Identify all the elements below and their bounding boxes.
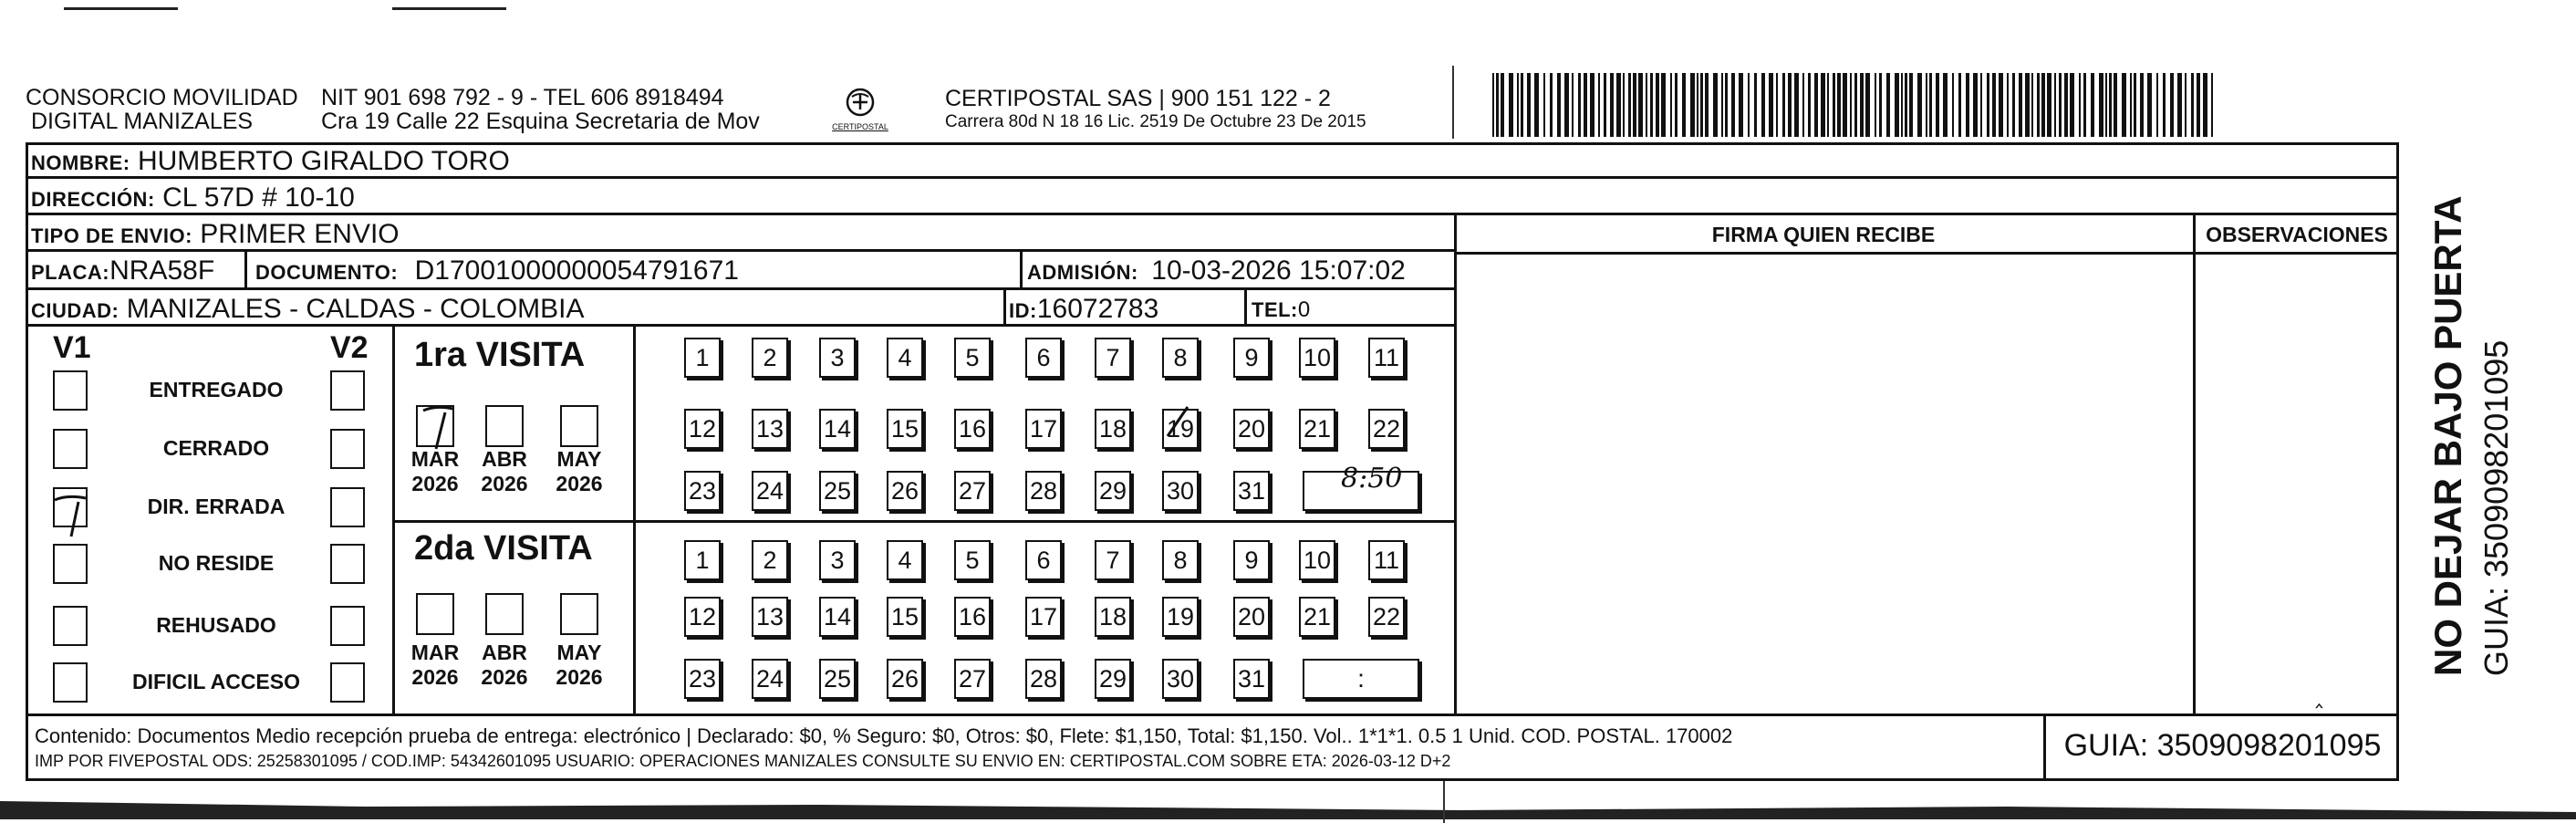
barcode-bar bbox=[1926, 73, 1927, 137]
day-box[interactable]: 2 bbox=[752, 540, 788, 580]
barcode-bar bbox=[2109, 73, 2112, 137]
barcode-bar bbox=[2130, 73, 2132, 137]
barcode-bar bbox=[2007, 73, 2009, 137]
barcode-bar bbox=[1725, 73, 1728, 137]
barcode-bar bbox=[2211, 73, 2213, 137]
v1-header: V1 bbox=[53, 330, 91, 365]
barcode-bar bbox=[1509, 73, 1513, 137]
barcode-bar bbox=[1628, 73, 1631, 137]
barcode-bar bbox=[1929, 73, 1932, 137]
barcode-bar bbox=[1854, 73, 1857, 137]
day-box[interactable]: 27 bbox=[954, 659, 991, 699]
day-box[interactable]: 12 bbox=[684, 597, 721, 637]
day-box[interactable]: 28 bbox=[1025, 659, 1062, 699]
barcode-bar bbox=[2140, 73, 2144, 137]
barcode-bar bbox=[2047, 73, 2051, 137]
day-box[interactable]: 8 bbox=[1162, 540, 1199, 580]
barcode-bar bbox=[1557, 73, 1561, 137]
barcode-bar bbox=[1578, 73, 1581, 137]
day-box[interactable]: 12 bbox=[684, 409, 721, 449]
barcode-bar bbox=[1623, 73, 1625, 137]
barcode-bar bbox=[1875, 73, 1876, 137]
barcode-bar bbox=[2147, 73, 2152, 137]
day-box[interactable]: 30 bbox=[1162, 471, 1199, 511]
logo-wordmark: CERTIPOSTAL bbox=[832, 122, 888, 131]
id-value: 16072783 bbox=[1036, 294, 1159, 324]
direccion-value: CL 57D # 10-10 bbox=[162, 182, 355, 213]
barcode-bar bbox=[1952, 73, 1954, 137]
month-label: MAY 2026 bbox=[556, 447, 603, 495]
barcode-bar bbox=[2019, 73, 2022, 137]
barcode-bar bbox=[1604, 73, 1606, 137]
day-box[interactable]: 17 bbox=[1025, 409, 1062, 449]
status-label: DIR. ERRADA bbox=[147, 495, 286, 518]
barcode-bar bbox=[1901, 73, 1903, 137]
status-label: REHUSADO bbox=[156, 613, 276, 637]
courier-line1: CERTIPOSTAL SAS | 900 151 122 - 2 bbox=[945, 86, 1331, 111]
barcode-bar bbox=[2025, 73, 2030, 137]
tipo-label: TIPO DE ENVIO: bbox=[31, 224, 192, 247]
admision-value: 10-03-2026 15:07:02 bbox=[1151, 255, 1406, 286]
day-box[interactable]: 28 bbox=[1025, 471, 1062, 511]
sender-nit-line1: NIT 901 698 792 - 9 - TEL 606 8918494 bbox=[321, 85, 724, 110]
day-box[interactable]: 29 bbox=[1095, 471, 1131, 511]
day-box[interactable]: 25 bbox=[819, 659, 856, 699]
barcode-bar bbox=[2177, 73, 2182, 137]
barcode-bar bbox=[1973, 73, 1978, 137]
month-label: MAY 2026 bbox=[556, 641, 603, 689]
barcode-bar bbox=[2012, 73, 2015, 137]
side-guia: GUIA: 3509098201095 bbox=[2477, 339, 2515, 676]
time-box[interactable]: : bbox=[1303, 659, 1419, 699]
barcode-bar bbox=[1761, 73, 1765, 137]
barcode bbox=[1492, 73, 2220, 137]
barcode-bar bbox=[1748, 73, 1750, 137]
small-mark: ‸ bbox=[2315, 681, 2323, 708]
barcode-bar bbox=[2185, 73, 2186, 137]
day-box[interactable]: 4 bbox=[887, 338, 923, 378]
barcode-bar bbox=[1705, 73, 1709, 137]
barcode-bar bbox=[1610, 73, 1614, 137]
day-box[interactable]: 21 bbox=[1299, 597, 1335, 637]
day-box[interactable]: 30 bbox=[1162, 659, 1199, 699]
barcode-bar bbox=[1754, 73, 1757, 137]
day-box[interactable]: 29 bbox=[1095, 659, 1131, 699]
day-box[interactable]: 23 bbox=[684, 471, 721, 511]
day-box[interactable]: 16 bbox=[954, 409, 991, 449]
day-box[interactable]: 22 bbox=[1368, 409, 1405, 449]
barcode-bar bbox=[1675, 73, 1678, 137]
barcode-bar bbox=[1833, 73, 1835, 137]
documento-label: DOCUMENTO: bbox=[255, 261, 399, 284]
barcode-bar bbox=[1697, 73, 1698, 137]
header-underline bbox=[1454, 252, 2399, 255]
nombre-value: HUMBERTO GIRALDO TORO bbox=[137, 146, 510, 176]
barcode-bar bbox=[1814, 73, 1818, 137]
no-dejar-bajo-puerta: NO DEJAR BAJO PUERTA bbox=[2426, 195, 2469, 676]
day-box[interactable]: 7 bbox=[1095, 540, 1131, 580]
barcode-bar bbox=[1682, 73, 1686, 137]
barcode-bar bbox=[2079, 73, 2081, 137]
placa-value: NRA58F bbox=[109, 255, 215, 286]
footer-print-info: IMP POR FIVEPOSTAL ODS: 25258301095 / COD.IMP: 54342601095 USUARIO: OPERACIONES MANIZALES CONSULTE SU ENVIO EN: CERTIPOSTAL.COM SOBRE ETA: 2026-03-12 D+2 bbox=[35, 752, 1451, 770]
day-box[interactable]: 1 bbox=[684, 540, 721, 580]
day-box[interactable]: 31 bbox=[1233, 471, 1270, 511]
barcode-bar bbox=[2083, 73, 2086, 137]
barcode-bar bbox=[1700, 73, 1703, 137]
admision-label: ADMISIÓN: bbox=[1027, 261, 1138, 284]
day-box[interactable]: 3 bbox=[819, 338, 856, 378]
barcode-bar bbox=[1501, 73, 1504, 137]
barcode-bar bbox=[1670, 73, 1672, 137]
barcode-bar bbox=[1616, 73, 1621, 137]
barcode-bar bbox=[1590, 73, 1594, 137]
barcode-bar bbox=[2114, 73, 2117, 137]
barcode-bar bbox=[2070, 73, 2074, 137]
barcode-bar bbox=[1534, 73, 1539, 137]
barcode-bar bbox=[2054, 73, 2056, 137]
side-notice bbox=[2399, 142, 2576, 690]
v2-header: V2 bbox=[330, 330, 369, 365]
day-box[interactable]: 16 bbox=[954, 597, 991, 637]
day-box[interactable]: 7 bbox=[1095, 338, 1131, 378]
barcode-bar bbox=[1650, 73, 1653, 137]
barcode-bar bbox=[1879, 73, 1882, 137]
barcode-bar bbox=[2191, 73, 2194, 137]
tel-label: TEL: bbox=[1252, 298, 1298, 321]
ciudad-label: CIUDAD: bbox=[31, 299, 119, 322]
month-label: MAR 2026 bbox=[410, 641, 460, 689]
placa-label: PLACA: bbox=[31, 261, 110, 284]
day-box[interactable]: 10 bbox=[1299, 540, 1335, 580]
month-label: ABR 2026 bbox=[481, 641, 528, 689]
barcode-bar bbox=[2059, 73, 2062, 137]
barcode-bar bbox=[2170, 73, 2174, 137]
sender-org-line1: CONSORCIO MOVILIDAD bbox=[26, 85, 298, 110]
barcode-bar bbox=[1936, 73, 1939, 137]
barcode-bar bbox=[1731, 73, 1735, 137]
day-box[interactable]: 20 bbox=[1233, 409, 1270, 449]
day-box[interactable]: 2 bbox=[752, 338, 788, 378]
barcode-bar bbox=[1808, 73, 1811, 137]
barcode-bar bbox=[1860, 73, 1864, 137]
barcode-bar bbox=[1886, 73, 1890, 137]
barcode-bar bbox=[1843, 73, 1847, 137]
day-box[interactable]: 20 bbox=[1233, 597, 1270, 637]
day-box[interactable]: 26 bbox=[887, 471, 923, 511]
barcode-bar bbox=[1646, 73, 1647, 137]
day-box[interactable]: 3 bbox=[819, 540, 856, 580]
barcode-bar bbox=[1958, 73, 1961, 137]
day-box[interactable]: 26 bbox=[887, 659, 923, 699]
day-box[interactable]: 19 bbox=[1162, 597, 1199, 637]
barcode-bar bbox=[1865, 73, 1870, 137]
barcode-bar bbox=[1769, 73, 1773, 137]
barcode-bar bbox=[1917, 73, 1922, 137]
footer-content: Contenido: Documentos Medio recepción prueba de entrega: electrónico | Declarado: $0, % Seguro: $0, Otros: $0, Flete: $1,150, Total: $1,150. Vol.. 1*1*1. 0.5 1 Unid. COD. POSTAL. 170002 bbox=[35, 724, 1733, 747]
day-box[interactable]: 24 bbox=[752, 471, 788, 511]
month-label: MAR 2026 bbox=[410, 447, 460, 495]
barcode-bar bbox=[1980, 73, 1982, 137]
barcode-bar bbox=[2064, 73, 2068, 137]
barcode-bar bbox=[1572, 73, 1574, 137]
day-box[interactable]: 10 bbox=[1299, 338, 1335, 378]
day-box[interactable]: 17 bbox=[1025, 597, 1062, 637]
status-label: NO RESIDE bbox=[158, 551, 275, 575]
day-box[interactable]: 18 bbox=[1095, 409, 1131, 449]
status-label: CERRADO bbox=[162, 436, 270, 460]
barcode-bar bbox=[1638, 73, 1643, 137]
observaciones-left-border bbox=[2193, 215, 2196, 714]
handwritten-time: 8:50 bbox=[1341, 463, 1403, 495]
day-box[interactable]: 11 bbox=[1368, 338, 1405, 378]
day-box[interactable]: 31 bbox=[1233, 659, 1270, 699]
barcode-bar bbox=[1837, 73, 1841, 137]
day-box[interactable]: 4 bbox=[887, 540, 923, 580]
barcode-bar bbox=[1909, 73, 1913, 137]
documento-value: D17001000000054791671 bbox=[414, 255, 739, 286]
barcode-bar bbox=[2091, 73, 2094, 137]
barcode-bar bbox=[1517, 73, 1519, 137]
barcode-bar bbox=[1999, 73, 2003, 137]
day-box[interactable]: 23 bbox=[684, 659, 721, 699]
barcode-bar bbox=[1788, 73, 1792, 137]
barcode-bar bbox=[1905, 73, 1907, 137]
barcode-bar bbox=[2037, 73, 2040, 137]
barcode-bar bbox=[2105, 73, 2107, 137]
barcode-bar bbox=[1782, 73, 1785, 137]
barcode-bar bbox=[1690, 73, 1695, 137]
day-box[interactable]: 19 bbox=[1162, 409, 1199, 449]
day-box[interactable]: 18 bbox=[1095, 597, 1131, 637]
barcode-bar bbox=[1821, 73, 1825, 137]
day-box[interactable]: 1 bbox=[684, 338, 721, 378]
barcode-bar bbox=[1943, 73, 1948, 137]
day-box[interactable]: 14 bbox=[819, 409, 856, 449]
second-visit-title: 2da VISITA bbox=[414, 529, 593, 568]
barcode-bar bbox=[1550, 73, 1553, 137]
barcode-bar bbox=[1656, 73, 1659, 137]
barcode-bar bbox=[2031, 73, 2033, 137]
day-box[interactable]: 6 bbox=[1025, 540, 1062, 580]
barcode-bar bbox=[1776, 73, 1778, 137]
barcode-bar bbox=[1802, 73, 1804, 137]
barcode-bar bbox=[1794, 73, 1799, 137]
status-label: ENTREGADO bbox=[149, 378, 284, 401]
tipo-value: PRIMER ENVIO bbox=[200, 219, 400, 249]
barcode-bar bbox=[1633, 73, 1636, 137]
day-box[interactable]: 5 bbox=[954, 338, 991, 378]
day-box[interactable]: 13 bbox=[752, 409, 788, 449]
day-box[interactable]: 11 bbox=[1368, 540, 1405, 580]
barcode-bar bbox=[1496, 73, 1499, 137]
tel-value: 0 bbox=[1297, 297, 1311, 322]
first-visit-title: 1ra VISITA bbox=[414, 336, 586, 374]
barcode-bar bbox=[1598, 73, 1600, 137]
day-box[interactable]: 9 bbox=[1233, 540, 1270, 580]
barcode-bar bbox=[2099, 73, 2103, 137]
ciudad-value: MANIZALES - CALDAS - COLOMBIA bbox=[126, 294, 585, 324]
barcode-bar bbox=[1992, 73, 1996, 137]
barcode-bar bbox=[2163, 73, 2166, 137]
guia-number: GUIA: 3509098201095 bbox=[2043, 714, 2399, 781]
day-box[interactable]: 22 bbox=[1368, 597, 1405, 637]
barcode-bar bbox=[1721, 73, 1723, 137]
status-label: DIFICIL ACCESO bbox=[131, 670, 300, 693]
barcode-bar bbox=[1492, 73, 1494, 137]
day-box[interactable]: 5 bbox=[954, 540, 991, 580]
barcode-bar bbox=[2203, 73, 2207, 137]
barcode-bar bbox=[1543, 73, 1545, 137]
sender-nit-line2: Cra 19 Calle 22 Esquina Secretaria de Mov bbox=[321, 109, 760, 134]
barcode-bar bbox=[1527, 73, 1531, 137]
id-label: ID: bbox=[1009, 299, 1037, 322]
barcode-bar bbox=[1713, 73, 1718, 137]
day-box[interactable]: 15 bbox=[887, 409, 923, 449]
barcode-bar bbox=[2122, 73, 2126, 137]
month-label: ABR 2026 bbox=[481, 447, 528, 495]
barcode-bar bbox=[1739, 73, 1743, 137]
cut-mark bbox=[1443, 781, 1445, 823]
courier-line2: Carrera 80d N 18 16 Lic. 2519 De Octubre 23 De 2015 bbox=[945, 112, 1366, 131]
day-box[interactable]: 8 bbox=[1162, 338, 1199, 378]
day-box[interactable]: 25 bbox=[819, 471, 856, 511]
nombre-label: NOMBRE: bbox=[31, 151, 130, 174]
firma-header: FIRMA QUIEN RECIBE bbox=[1711, 223, 1936, 246]
day-box[interactable]: 13 bbox=[752, 597, 788, 637]
barcode-bar bbox=[2156, 73, 2158, 137]
day-box[interactable]: 15 bbox=[887, 597, 923, 637]
day-box[interactable]: 21 bbox=[1299, 409, 1335, 449]
sender-org-line2: DIGITAL MANIZALES bbox=[31, 109, 254, 134]
barcode-bar bbox=[1987, 73, 1989, 137]
barcode-bar bbox=[2134, 73, 2136, 137]
day-box[interactable]: 9 bbox=[1233, 338, 1270, 378]
barcode-bar bbox=[1827, 73, 1829, 137]
barcode-bar bbox=[1564, 73, 1569, 137]
barcode-bar bbox=[1521, 73, 1523, 137]
barcode-bar bbox=[1895, 73, 1899, 137]
barcode-bar bbox=[1966, 73, 1969, 137]
direccion-label: DIRECCIÓN: bbox=[31, 188, 155, 211]
observaciones-header: OBSERVACIONES bbox=[2206, 223, 2388, 246]
barcode-bar bbox=[1584, 73, 1587, 137]
barcode-bar bbox=[2197, 73, 2200, 137]
barcode-bar bbox=[1850, 73, 1852, 137]
barcode-bar bbox=[1661, 73, 1666, 137]
day-box[interactable]: 6 bbox=[1025, 338, 1062, 378]
day-box[interactable]: 27 bbox=[954, 471, 991, 511]
day-box[interactable]: 24 bbox=[752, 659, 788, 699]
torn-edge bbox=[0, 797, 2576, 819]
day-box[interactable]: 14 bbox=[819, 597, 856, 637]
barcode-bar bbox=[2041, 73, 2045, 137]
